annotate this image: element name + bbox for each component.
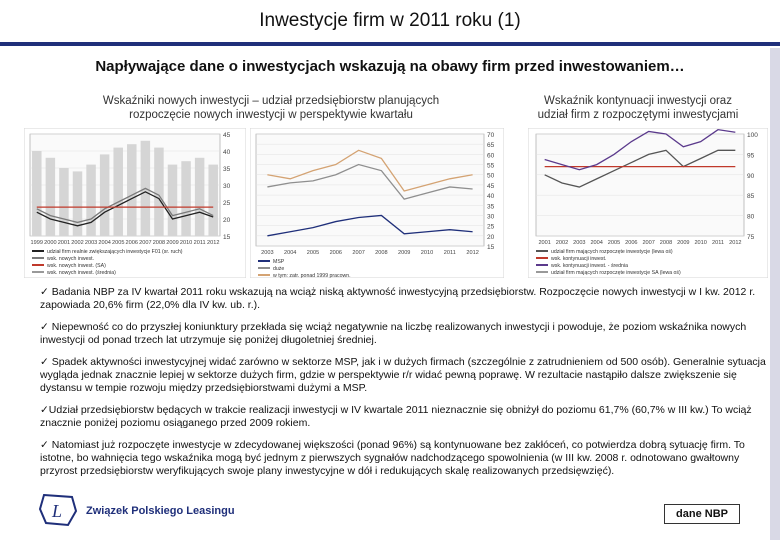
y-tick-label: 95 xyxy=(747,152,755,160)
bar xyxy=(181,161,191,236)
chart-continuation xyxy=(528,128,768,278)
y-tick-label: 100 xyxy=(747,132,758,139)
x-tick-label: 2001 xyxy=(57,240,71,246)
y-tick-label: 25 xyxy=(223,200,231,207)
bar xyxy=(127,144,136,236)
y-tick-label: 20 xyxy=(487,233,495,241)
legend-label: wsk. kontynuacji inwest. - średnia xyxy=(551,263,628,269)
y-tick-label: 40 xyxy=(487,193,495,201)
svg-text:L: L xyxy=(52,501,63,521)
x-tick-label: 2008 xyxy=(375,250,388,256)
y-tick-label: 80 xyxy=(747,213,755,221)
x-tick-label: 1999 xyxy=(30,240,44,246)
x-tick-label: 2004 xyxy=(98,240,111,246)
y-tick-label: 20 xyxy=(223,217,231,224)
legend-label: MSP xyxy=(273,259,285,265)
x-tick-label: 2006 xyxy=(625,240,638,246)
legend-label: wsk. kontynuacji inwest. xyxy=(551,256,607,262)
x-tick-label: 2004 xyxy=(283,250,297,256)
bullet-item: ✓ Badania NBP za IV kwartał 2011 roku wskazują na wciąż niską aktywność inwestycyjną przedsiębiorstw. Rozpoczęcie nowych inwestycji w I kw. 2012 r. zapowiada 20,6% firm (22,0% dla IV kw. ub. r.). xyxy=(40,286,756,311)
x-tick-label: 2012 xyxy=(466,250,479,256)
y-tick-label: 45 xyxy=(487,182,495,190)
x-tick-label: 2004 xyxy=(590,240,603,246)
x-tick-label: 2009 xyxy=(166,240,179,246)
x-tick-label: 2007 xyxy=(352,250,365,256)
lead-text: Napływające dane o inwestycjach wskazują na obawy firm przed inwestowaniem… xyxy=(95,58,685,75)
bar xyxy=(86,165,96,236)
x-tick-label: 2007 xyxy=(139,240,152,246)
chart-right-caption-line1: Wskaźnik kontynuacji inwestycji oraz xyxy=(544,95,732,107)
x-tick-label: 2005 xyxy=(306,250,320,256)
bar xyxy=(195,158,205,236)
title-divider xyxy=(0,42,780,46)
slide-title: Inwestycje firm w 2011 roku (1) xyxy=(259,10,521,31)
legend-label: udział firm realnie zwiększających inwestycje F01 (sr. ruch) xyxy=(47,249,183,255)
source-badge: dane NBP xyxy=(664,504,740,524)
y-tick-label: 35 xyxy=(223,166,231,173)
x-tick-label: 2010 xyxy=(420,250,434,256)
y-tick-label: 50 xyxy=(487,172,495,180)
title-bar xyxy=(0,0,780,48)
x-tick-label: 2007 xyxy=(642,240,655,246)
x-tick-label: 2010 xyxy=(694,240,707,246)
bullet-item: ✓ Spadek aktywności inwestycyjnej widać zarówno w sektorze MSP, jak i w dużych firmach (szczególnie z zatrudnieniem od 500 osób). Generalnie sytuacja wygląda jednak znacznie lepiej w sektorze dużych firm, gdzie w perspektywie r/r widać pewną poprawę. W rezultacie nastąpiło dalsze zwiększenie się dystansu w tempie rozwoju między przedsiębiorstwami dużymi a MSP. xyxy=(40,356,766,394)
x-tick-label: 2009 xyxy=(397,250,411,256)
x-tick-label: 2008 xyxy=(152,240,166,246)
y-tick-label: 75 xyxy=(747,234,755,241)
x-tick-label: 2002 xyxy=(71,240,84,246)
legend-label: wsk. nowych inwest. (średnia) xyxy=(47,270,116,276)
y-tick-label: 40 xyxy=(223,149,231,156)
x-tick-label: 2011 xyxy=(193,240,206,246)
x-tick-label: 2005 xyxy=(607,240,621,246)
x-tick-label: 2000 xyxy=(44,240,57,246)
bar xyxy=(100,154,110,236)
bar xyxy=(59,168,69,236)
y-tick-label: 15 xyxy=(223,234,231,241)
chart-left-caption xyxy=(36,94,506,122)
bar xyxy=(208,165,218,236)
bar xyxy=(113,148,123,236)
x-tick-label: 2012 xyxy=(729,240,742,246)
y-tick-label: 60 xyxy=(487,152,495,160)
bar xyxy=(168,165,178,236)
bullet-item: ✓Udział przedsiębiorstw będących w trakcie realizacji inwestycji w IV kwartale 2011 nieznacznie się obniżył do poziomu 61,7% (60,7% w III kw.) To wciąż znacznie poniżej poziomu osiąganego przed 2009 rokiem. xyxy=(40,404,752,429)
x-tick-label: 2006 xyxy=(125,240,139,246)
legend-label: wsk. nowych inwest. (SA) xyxy=(47,263,106,269)
y-tick-label: 55 xyxy=(487,162,495,170)
x-tick-label: 2008 xyxy=(659,240,673,246)
legend-label: w tym: zatr. ponad 1999 pracown. xyxy=(273,273,351,278)
plot-area xyxy=(536,134,744,236)
chart-new-investments xyxy=(24,128,246,278)
x-tick-label: 2011 xyxy=(711,240,725,246)
y-tick-label: 70 xyxy=(487,132,495,139)
bullet-item: ✓ Natomiast już rozpoczęte inwestycje w zdecydowanej większości (ponad 96%) są kontynuowane bez zakłóceń, co potwierdza dobrą sytuację firm. To istotne, bo wahnięcia tego wskaźnika mogą być jednym z pierwszych sygnałów nadchodzącego spowolnienia (w III kw. 2008 r. odnotowano gwałtowny przyrost przedsiębiorstw weryfikujących swoje plany inwestycyjne w dół i redukujących skalę realizowanych przedsięwzięć). xyxy=(40,439,745,477)
chart-sme-vs-large xyxy=(250,128,504,278)
chart-right-caption xyxy=(512,94,764,122)
x-tick-label: 2003 xyxy=(573,240,586,246)
y-tick-label: 25 xyxy=(487,223,495,231)
legend-label: udział firm mających rozpoczęte inwestycje SA (lewa oś) xyxy=(551,270,681,276)
y-tick-label: 85 xyxy=(747,193,755,201)
x-tick-label: 2003 xyxy=(84,240,98,246)
x-tick-label: 2012 xyxy=(206,240,220,246)
bar xyxy=(46,158,56,236)
x-tick-label: 2010 xyxy=(179,240,193,246)
bar xyxy=(154,148,164,236)
x-tick-label: 2009 xyxy=(677,240,690,246)
x-tick-label: 2011 xyxy=(443,250,456,256)
x-tick-label: 2002 xyxy=(555,240,569,246)
legend-label: wsk. nowych inwest. xyxy=(47,256,94,262)
zpl-logo xyxy=(38,493,238,527)
x-tick-label: 2001 xyxy=(538,240,551,246)
y-tick-label: 30 xyxy=(223,183,231,190)
x-tick-label: 2005 xyxy=(111,240,125,246)
y-tick-label: 30 xyxy=(487,213,495,221)
legend-label: udział firm mających rozpoczęte inwestycje (lewa oś) xyxy=(551,249,673,255)
bar xyxy=(32,151,42,236)
y-tick-label: 90 xyxy=(747,172,755,180)
right-rail xyxy=(770,48,780,540)
y-tick-label: 65 xyxy=(487,142,495,150)
zpl-logo-icon xyxy=(38,493,78,527)
x-tick-label: 2003 xyxy=(261,250,274,256)
y-tick-label: 45 xyxy=(223,132,231,139)
logo-text: Związek Polskiego Leasingu xyxy=(86,505,235,517)
chart-right-caption-line2: udział firm z rozpoczętymi inwestycjami xyxy=(537,109,739,121)
legend-label: duże xyxy=(273,266,285,272)
chart-left-caption-line2: rozpoczęcie nowych inwestycji w perspektywie kwartału xyxy=(129,109,413,121)
chart-left-caption-line1: Wskaźniki nowych inwestycji – udział przedsiębiorstw planujących xyxy=(102,95,440,107)
bullet-item: ✓ Niepewność co do przyszłej koniunktury przekłada się wciąż negatywnie na liczbę realizowanych inwestycji i powoduje, że poziom wskaźnika nowych inwestycji od ponad trzech lat utrzymuje się poniżej długoletniej średniej. xyxy=(40,321,747,346)
y-tick-label: 15 xyxy=(487,244,495,251)
bullet-list xyxy=(40,286,770,487)
y-tick-label: 35 xyxy=(487,203,495,211)
x-tick-label: 2006 xyxy=(329,250,343,256)
